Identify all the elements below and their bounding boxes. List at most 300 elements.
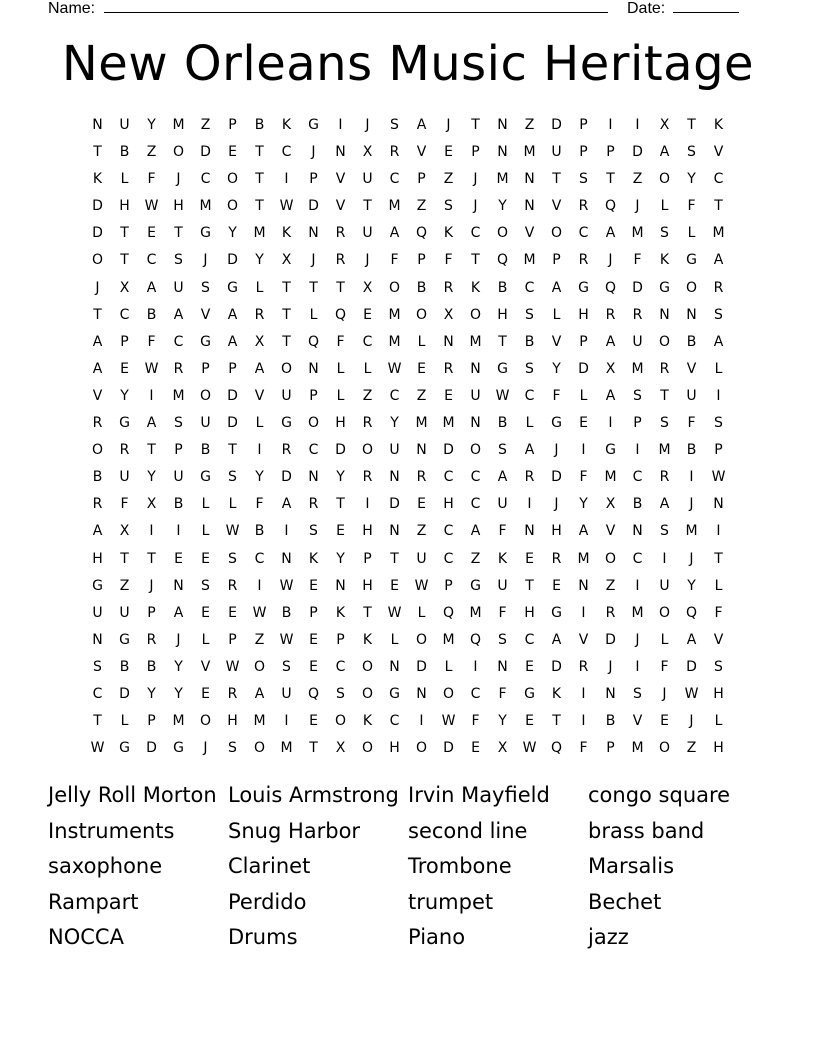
grid-row (84, 464, 732, 491)
grid-letter: Y (579, 496, 588, 513)
grid-letter: I (581, 442, 586, 459)
grid-letter: O (253, 658, 266, 675)
grid-letter: K (443, 225, 454, 242)
grid-letter: A (173, 306, 184, 323)
grid-letter: Q (604, 198, 617, 215)
grid-letter: F (498, 604, 507, 621)
grid-letter: O (550, 225, 563, 242)
grid-letter: O (388, 279, 401, 296)
grid-letter: Y (336, 550, 345, 567)
grid-letter: K (713, 117, 724, 133)
grid-letter: C (443, 550, 454, 567)
grid-letter: R (389, 144, 400, 161)
grid-letter: N (389, 658, 400, 675)
grid-letter: T (336, 279, 345, 296)
grid-letter: G (227, 279, 238, 296)
grid-letter: R (362, 415, 373, 432)
grid-letter: U (173, 469, 184, 486)
grid-letter: I (716, 523, 721, 540)
grid-letter: N (524, 523, 535, 540)
grid-letter: I (419, 713, 424, 730)
grid-letter: B (686, 333, 697, 350)
grid-letter: W (495, 387, 510, 404)
grid-row (84, 437, 732, 464)
grid-letter: Q (307, 333, 320, 350)
grid-letter: C (389, 387, 400, 404)
name-blank-line[interactable] (104, 12, 608, 13)
grid-letter: L (444, 658, 453, 675)
grid-row (84, 654, 732, 681)
grid-letter: K (308, 550, 319, 567)
grid-letter: T (525, 577, 534, 594)
grid-letter: Y (120, 387, 129, 404)
grid-letter: K (362, 713, 373, 730)
grid-letter: T (390, 550, 399, 567)
grid-letter: Z (146, 144, 157, 161)
grid-letter: K (92, 171, 103, 188)
grid-letter: L (228, 496, 237, 513)
grid-row (84, 383, 732, 410)
header (48, 0, 748, 18)
grid-letter: C (173, 333, 184, 350)
grid-letter: W (279, 577, 294, 594)
grid-letter: R (659, 469, 670, 486)
grid-letter: E (336, 523, 345, 540)
grid-row (84, 518, 732, 545)
grid-letter: R (362, 469, 373, 486)
grid-letter: F (687, 198, 696, 215)
grid-letter: L (714, 713, 723, 730)
grid-letter: C (200, 171, 211, 188)
word-list-item: Drums (228, 925, 298, 950)
grid-letter: C (92, 685, 103, 702)
grid-letter: A (605, 333, 616, 350)
grid-letter: M (172, 117, 185, 133)
grid-row (84, 627, 732, 654)
grid-letter: G (470, 577, 481, 594)
grid-letter: E (228, 604, 237, 621)
grid-letter: S (498, 442, 507, 459)
grid-letter: U (497, 577, 508, 594)
grid-letter: C (524, 279, 535, 296)
grid-letter: U (551, 144, 562, 161)
grid-letter: M (280, 740, 293, 757)
grid-letter: A (605, 225, 616, 242)
grid-letter: W (711, 469, 726, 486)
grid-letter: T (93, 713, 102, 730)
grid-letter: U (119, 469, 130, 486)
grid-letter: F (120, 496, 129, 513)
grid-letter: T (309, 740, 318, 757)
grid-letter: Q (442, 604, 455, 621)
grid-letter: C (119, 306, 130, 323)
grid-letter: P (174, 442, 183, 459)
grid-letter: H (173, 198, 184, 215)
grid-letter: T (282, 333, 291, 350)
grid-letter: R (281, 442, 292, 459)
grid-letter: O (469, 442, 482, 459)
grid-letter: M (388, 306, 401, 323)
grid-letter: S (201, 577, 210, 594)
grid-letter: V (200, 306, 211, 323)
grid-letter: E (660, 713, 669, 730)
grid-letter: E (525, 550, 534, 567)
grid-letter: B (173, 496, 184, 513)
grid-letter: S (687, 144, 696, 161)
grid-letter: L (336, 360, 345, 377)
grid-letter: T (93, 144, 102, 161)
grid-letter: E (471, 740, 480, 757)
grid-letter: V (713, 631, 724, 648)
grid-letter: J (203, 740, 208, 757)
grid-letter: Z (605, 577, 616, 594)
grid-letter: V (416, 144, 427, 161)
grid-letter: F (714, 604, 723, 621)
grid-letter: P (147, 604, 156, 621)
grid-letter: R (659, 360, 670, 377)
grid-letter: D (119, 685, 130, 702)
grid-letter: D (551, 658, 562, 675)
grid-letter: M (172, 713, 185, 730)
grid-letter: U (659, 577, 670, 594)
grid-letter: N (470, 415, 481, 432)
grid-letter: J (176, 171, 181, 188)
grid-letter: A (227, 306, 238, 323)
grid-letter: O (280, 360, 293, 377)
grid-row (84, 329, 732, 356)
grid-letter: T (282, 279, 291, 296)
grid-letter: P (417, 171, 426, 188)
grid-letter: P (120, 333, 129, 350)
grid-letter: V (605, 523, 616, 540)
grid-letter: W (414, 577, 429, 594)
grid-letter: M (199, 198, 212, 215)
grid-letter: S (309, 523, 318, 540)
grid-letter: W (441, 713, 456, 730)
grid-letter: I (662, 550, 667, 567)
grid-letter: C (470, 496, 481, 513)
grid-letter: F (579, 469, 588, 486)
grid-letter: A (146, 415, 157, 432)
grid-letter: K (362, 631, 373, 648)
grid-letter: Y (255, 469, 264, 486)
grid-letter: F (552, 387, 561, 404)
grid-letter: G (119, 415, 130, 432)
grid-letter: T (120, 550, 129, 567)
grid-letter: M (469, 604, 482, 621)
word-list (48, 778, 768, 956)
grid-letter: P (309, 171, 318, 188)
grid-letter: D (686, 658, 697, 675)
grid-letter: S (525, 306, 534, 323)
grid-letter: O (658, 740, 671, 757)
word-list-item: Clarinet (228, 854, 311, 879)
grid-letter: N (713, 496, 724, 513)
grid-letter: W (144, 360, 159, 377)
grid-letter: A (254, 360, 265, 377)
grid-letter: L (687, 225, 696, 242)
grid-letter: C (308, 442, 319, 459)
grid-letter: V (335, 198, 346, 215)
grid-letter: A (416, 117, 427, 133)
grid-letter: J (635, 631, 640, 648)
grid-letter: Y (687, 577, 696, 594)
grid-letter: L (201, 496, 210, 513)
grid-letter: U (389, 442, 400, 459)
grid-letter: W (387, 604, 402, 621)
grid-letter: O (658, 333, 671, 350)
grid-letter: L (390, 631, 399, 648)
grid-letter: A (659, 496, 670, 513)
grid-letter: E (174, 550, 183, 567)
grid-letter: I (257, 577, 262, 594)
grid-letter: J (149, 577, 154, 594)
grid-letter: S (228, 550, 237, 567)
grid-letter: E (525, 713, 534, 730)
word-list-item: second line (408, 818, 528, 843)
grid-letter: D (92, 198, 103, 215)
grid-letter: I (176, 523, 181, 540)
grid-letter: C (389, 713, 400, 730)
grid-row (84, 139, 732, 166)
grid-letter: L (309, 306, 318, 323)
grid-letter: G (119, 740, 130, 757)
grid-letter: V (578, 631, 589, 648)
grid-letter: D (335, 442, 346, 459)
grid-letter: H (713, 740, 724, 757)
grid-letter: N (524, 171, 535, 188)
grid-letter: B (146, 658, 157, 675)
grid-row (84, 735, 732, 762)
grid-letter: C (470, 685, 481, 702)
grid-letter: I (149, 523, 154, 540)
grid-letter: J (662, 685, 667, 702)
grid-letter: G (200, 469, 211, 486)
grid-letter: X (605, 360, 616, 377)
grid-letter: A (146, 279, 157, 296)
page-title: New Orleans Music Heritage (61, 36, 755, 92)
grid-letter: E (120, 360, 129, 377)
grid-letter: S (579, 171, 588, 188)
grid-letter: G (173, 740, 184, 757)
grid-letter: R (713, 279, 724, 296)
grid-letter: J (311, 252, 316, 269)
grid-letter: I (716, 387, 721, 404)
grid-letter: Z (443, 171, 454, 188)
grid-letter: T (255, 144, 264, 161)
grid-letter: J (473, 171, 478, 188)
word-list-item: trumpet (408, 889, 494, 914)
grid-letter: P (606, 740, 615, 757)
grid-letter: J (689, 496, 694, 513)
grid-letter: T (282, 306, 291, 323)
grid-letter: M (604, 469, 617, 486)
grid-letter: V (713, 144, 724, 161)
grid-letter: Q (496, 252, 509, 269)
grid-letter: X (362, 279, 373, 296)
grid-letter: R (308, 496, 319, 513)
grid-letter: J (176, 631, 181, 648)
grid-letter: D (308, 198, 319, 215)
grid-letter: M (631, 604, 644, 621)
grid-letter: T (552, 171, 561, 188)
grid-letter: L (417, 333, 426, 350)
grid-letter: O (361, 658, 374, 675)
grid-letter: E (444, 387, 453, 404)
grid-letter: I (635, 117, 640, 133)
grid-row (84, 112, 732, 139)
name-label: Name: (48, 0, 96, 17)
grid-letter: R (254, 306, 265, 323)
word-list-item: Bechet (588, 889, 662, 914)
grid-letter: X (497, 740, 508, 757)
grid-letter: D (632, 279, 643, 296)
grid-letter: Y (228, 225, 237, 242)
grid-letter: W (225, 658, 240, 675)
grid-letter: Q (685, 604, 698, 621)
grid-letter: G (551, 415, 562, 432)
grid-letter: D (389, 496, 400, 513)
grid-letter: G (578, 279, 589, 296)
grid-letter: Z (200, 117, 211, 133)
grid-letter: B (497, 279, 508, 296)
word-list-item: Rampart (48, 889, 139, 914)
grid-letter: Y (147, 469, 156, 486)
grid-letter: V (335, 171, 346, 188)
grid-letter: E (525, 658, 534, 675)
grid-letter: N (686, 306, 697, 323)
grid-letter: B (119, 658, 130, 675)
grid-letter: R (578, 252, 589, 269)
grid-letter: D (227, 415, 238, 432)
grid-letter: M (415, 415, 428, 432)
grid-letter: G (200, 225, 211, 242)
grid-letter: A (524, 442, 535, 459)
grid-letter: Z (524, 117, 535, 133)
grid-letter: S (498, 631, 507, 648)
grid-letter: G (659, 279, 670, 296)
grid-letter: O (361, 685, 374, 702)
grid-letter: S (93, 658, 102, 675)
grid-letter: L (255, 415, 264, 432)
grid-letter: C (443, 523, 454, 540)
grid-letter: C (443, 469, 454, 486)
grid-letter: B (281, 604, 292, 621)
grid-letter: R (578, 658, 589, 675)
grid-letter: D (632, 144, 643, 161)
grid-letter: I (284, 523, 289, 540)
grid-letter: N (416, 685, 427, 702)
grid-letter: Y (498, 713, 507, 730)
grid-letter: N (470, 360, 481, 377)
grid-row (84, 491, 732, 518)
grid-letter: G (92, 577, 103, 594)
grid-letter: B (524, 333, 535, 350)
grid-letter: N (416, 442, 427, 459)
grid-letter: Q (415, 225, 428, 242)
grid-letter: O (172, 144, 185, 161)
grid-letter: G (524, 685, 535, 702)
grid-letter: H (524, 604, 535, 621)
grid-letter: A (551, 631, 562, 648)
grid-letter: B (92, 469, 103, 486)
grid-letter: E (201, 550, 210, 567)
grid-letter: C (632, 550, 643, 567)
grid-letter: E (444, 144, 453, 161)
grid-letter: H (92, 550, 103, 567)
grid-letter: D (443, 442, 454, 459)
grid-letter: F (633, 252, 642, 269)
grid-letter: G (605, 442, 616, 459)
grid-letter: P (633, 415, 642, 432)
grid-letter: P (714, 442, 723, 459)
grid-letter: R (416, 469, 427, 486)
grid-letter: M (253, 713, 266, 730)
grid-letter: I (581, 685, 586, 702)
grid-letter: E (201, 604, 210, 621)
grid-row (84, 681, 732, 708)
grid-letter: L (363, 360, 372, 377)
date-blank-line[interactable] (673, 12, 739, 13)
grid-letter: P (579, 333, 588, 350)
grid-letter: P (228, 631, 237, 648)
grid-letter: F (147, 171, 156, 188)
word-list-item: Jelly Roll Morton (48, 783, 217, 807)
grid-letter: I (608, 117, 613, 133)
word-list-item: Irvin Mayfield (408, 783, 550, 807)
grid-letter: C (146, 252, 157, 269)
grid-letter: H (578, 306, 589, 323)
grid-letter: U (686, 387, 697, 404)
grid-letter: W (387, 360, 402, 377)
grid-letter: O (658, 171, 671, 188)
grid-letter: K (470, 279, 481, 296)
grid-letter: E (309, 658, 318, 675)
grid-letter: H (551, 523, 562, 540)
grid-letter: F (147, 333, 156, 350)
grid-letter: K (497, 550, 508, 567)
grid-letter: T (606, 171, 615, 188)
grid-letter: C (470, 225, 481, 242)
grid-letter: G (308, 117, 319, 133)
grid-letter: S (660, 225, 669, 242)
grid-letter: N (308, 225, 319, 242)
grid-letter: A (92, 333, 103, 350)
grid-letter: P (147, 713, 156, 730)
grid-letter: E (552, 577, 561, 594)
grid-letter: T (714, 550, 723, 567)
grid-letter: O (199, 713, 212, 730)
grid-letter: T (336, 496, 345, 513)
grid-letter: I (635, 658, 640, 675)
grid-letter: I (149, 387, 154, 404)
grid-letter: C (470, 469, 481, 486)
date-label: Date: (627, 0, 666, 17)
grid-letter: M (442, 415, 455, 432)
grid-letter: U (173, 279, 184, 296)
grid-letter: S (633, 685, 642, 702)
grid-letter: O (226, 171, 239, 188)
grid-letter: T (552, 713, 561, 730)
grid-letter: L (552, 306, 561, 323)
grid-letter: O (415, 740, 428, 757)
grid-letter: G (281, 415, 292, 432)
grid-letter: O (415, 306, 428, 323)
grid-letter: T (660, 387, 669, 404)
grid-letter: Z (632, 171, 643, 188)
grid-letter: P (309, 604, 318, 621)
grid-letter: A (605, 387, 616, 404)
